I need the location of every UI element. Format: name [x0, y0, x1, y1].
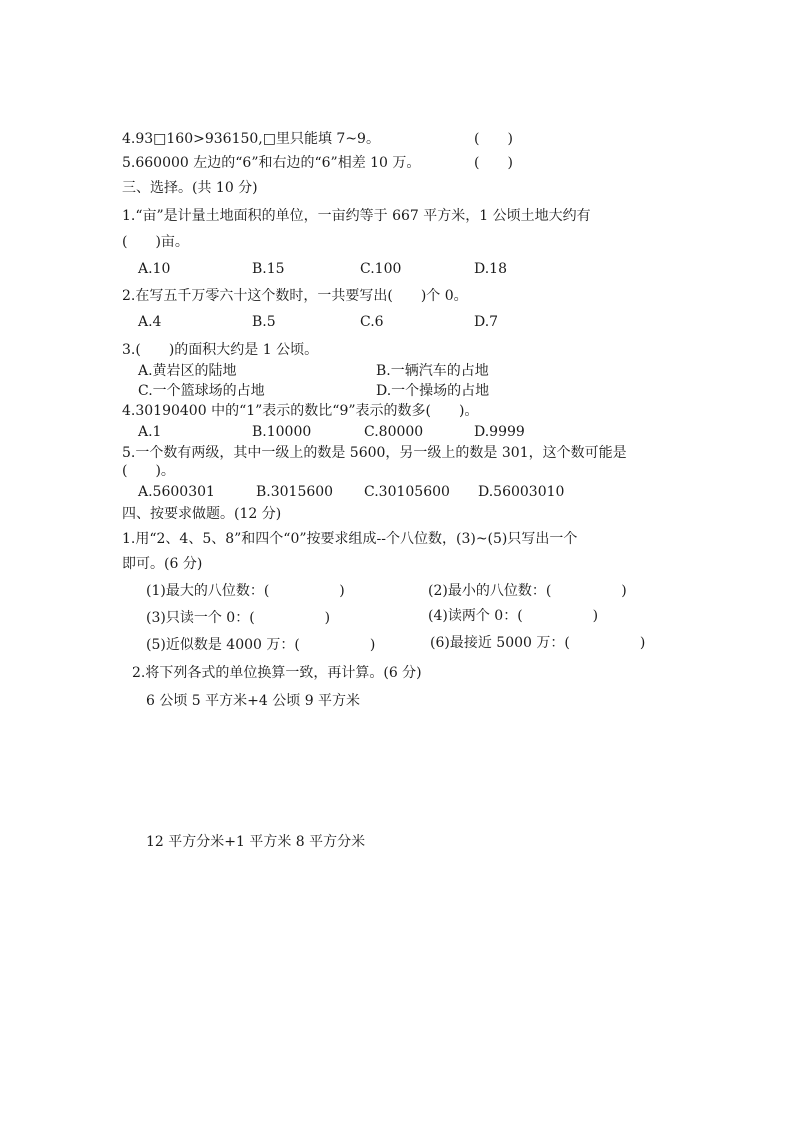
s4-q1-item-5[interactable]: (5)近似数是 4000 万：( )	[146, 637, 376, 653]
s3-q2-option-a[interactable]: A.4	[138, 314, 162, 330]
s3-q4-text: 4.30190400 中的“1”表示的数比“9”表示的数多( )。	[122, 403, 479, 419]
s4-q1-item-2[interactable]: (2)最小的八位数：( )	[428, 583, 627, 599]
s3-q5-option-b[interactable]: B.3015600	[256, 484, 334, 500]
s3-q1-option-a[interactable]: A.10	[138, 261, 171, 277]
s3-q1-line1: 1.“亩”是计量土地面积的单位，一亩约等于 667 平方米，1 公顷土地大约有	[122, 208, 591, 224]
s4-q2-expression-2: 12 平方分米+1 平方米 8 平方分米	[146, 834, 366, 850]
s3-q2-option-b[interactable]: B.5	[252, 314, 276, 330]
s3-q1-option-b[interactable]: B.15	[252, 261, 285, 277]
s3-q3-option-a[interactable]: A.黄岩区的陆地	[138, 363, 237, 379]
s3-q1-option-c[interactable]: C.100	[360, 261, 402, 277]
s3-q5-option-a[interactable]: A.5600301	[138, 484, 215, 500]
s3-q3-option-c[interactable]: C.一个篮球场的占地	[138, 383, 265, 399]
s3-q5-option-d[interactable]: D.56003010	[478, 484, 565, 500]
judge-q5-answer-blank[interactable]: ( )	[474, 155, 513, 171]
s4-q1-item-1[interactable]: (1)最大的八位数：( )	[146, 583, 345, 599]
s3-q1-line2: ( )亩。	[122, 234, 189, 250]
s3-q4-option-b[interactable]: B.10000	[252, 424, 312, 440]
judge-q4-text: 4.93□160>936150,□里只能填 7~9。	[122, 131, 380, 147]
s3-q5-line2: ( )。	[122, 463, 175, 479]
s3-q2-option-c[interactable]: C.6	[360, 314, 384, 330]
s3-q3-option-b[interactable]: B.一辆汽车的占地	[376, 363, 489, 379]
s3-q3-option-d[interactable]: D.一个操场的占地	[376, 383, 490, 399]
s4-q1-item-4[interactable]: (4)读两个 0：( )	[428, 608, 599, 624]
judge-q4-answer-blank[interactable]: ( )	[474, 131, 513, 147]
s3-q2-option-d[interactable]: D.7	[474, 314, 499, 330]
s4-q2-expression-1: 6 公顷 5 平方米+4 公顷 9 平方米	[146, 693, 361, 709]
s4-q1-item-6[interactable]: (6)最接近 5000 万：( )	[430, 635, 646, 651]
section4-heading: 四、按要求做题。(12 分)	[122, 506, 282, 522]
s3-q1-option-d[interactable]: D.18	[474, 261, 507, 277]
s3-q4-option-d[interactable]: D.9999	[474, 424, 525, 440]
s3-q5-line1: 5.一个数有两级，其中一级上的数是 5600，另一级上的数是 301，这个数可能是	[122, 445, 627, 461]
section3-heading: 三、选择。(共 10 分)	[122, 180, 258, 196]
s3-q5-option-c[interactable]: C.30105600	[364, 484, 450, 500]
s4-q1-line1: 1.用“2、4、5、8”和四个“0”按要求组成--个八位数，(3)~(5)只写出一个	[122, 531, 578, 547]
s3-q2-text: 2.在写五千万零六十这个数时，一共要写出( )个 0。	[122, 288, 468, 304]
s3-q4-option-a[interactable]: A.1	[138, 424, 162, 440]
judge-q5-text: 5.660000 左边的“6”和右边的“6”相差 10 万。	[122, 155, 421, 171]
s4-q1-line2: 即可。(6 分)	[122, 556, 203, 572]
s3-q3-text: 3.( )的面积大约是 1 公顷。	[122, 342, 319, 358]
s3-q4-option-c[interactable]: C.80000	[364, 424, 424, 440]
s4-q1-item-3[interactable]: (3)只读一个 0：( )	[146, 610, 331, 626]
s4-q2-heading: 2.将下列各式的单位换算一致，再计算。(6 分)	[132, 665, 422, 681]
